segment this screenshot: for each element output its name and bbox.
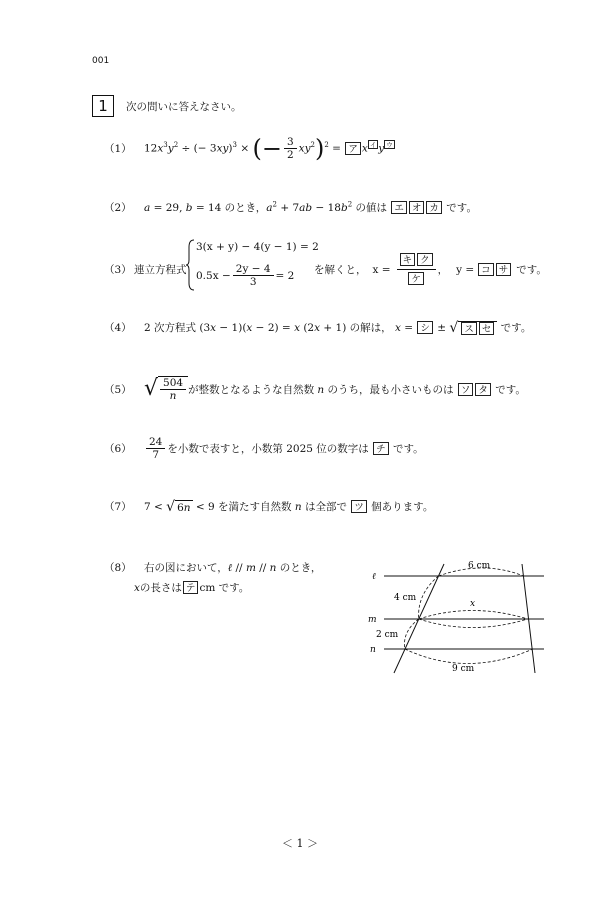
answer-box-su: ス bbox=[461, 322, 477, 335]
q3-brace bbox=[186, 239, 196, 291]
question-4 bbox=[104, 320, 531, 336]
label-l: ℓ bbox=[372, 572, 376, 582]
answer-box-i: イ bbox=[369, 140, 377, 149]
q8-line-2: x の長さは テ cm です。 bbox=[134, 581, 250, 594]
answer-box-a: ア bbox=[345, 142, 361, 155]
answer-box-o: オ bbox=[409, 201, 425, 214]
answer-box-te: テ bbox=[183, 581, 199, 594]
label-m: m bbox=[368, 615, 377, 625]
label-4cm: 4 cm bbox=[394, 593, 417, 603]
question-8 bbox=[104, 560, 321, 575]
arc-x bbox=[419, 611, 528, 620]
parallel-lines-figure bbox=[362, 556, 552, 682]
q3-label: 連立方程式 bbox=[134, 264, 187, 276]
answer-box-ka: カ bbox=[426, 201, 442, 214]
q1-number: （1） bbox=[104, 143, 132, 155]
problem-header bbox=[92, 95, 242, 117]
instruction: 次の問いに答えなさい。 bbox=[126, 100, 242, 113]
arc-9cm bbox=[405, 649, 533, 664]
q6-fraction: $\frac{24}{7}$ bbox=[146, 436, 165, 461]
q6-text: を小数で表すと，小数第 2025 位の数字は チ です。 bbox=[167, 443, 424, 455]
question-6 bbox=[104, 436, 424, 461]
label-x: x bbox=[470, 599, 476, 609]
q1-expression: $12x^3y^2$ ÷ (− 3xy)$^3$ × (− $\frac{3}{2}$ $xy^2)^2$ = ア x イ y ウ bbox=[144, 134, 393, 163]
q7-number: （7） bbox=[104, 501, 132, 514]
answer-box-u: ウ bbox=[386, 140, 393, 149]
arc-x-lower bbox=[419, 619, 528, 628]
problem-number: 1 bbox=[92, 95, 114, 117]
q3-equation-2: 0.5x − $\frac{2y - 4}{3}$ = 2 bbox=[196, 263, 295, 288]
q3-equation-1: 3(x + y) − 4(y − 1) = 2 bbox=[196, 241, 319, 253]
answer-box-tsu: ツ bbox=[351, 500, 367, 513]
answer-box-sa: サ bbox=[496, 263, 512, 276]
q6-number: （6） bbox=[104, 443, 132, 455]
answer-box-chi: チ bbox=[373, 442, 389, 455]
page-number: ＜ 1 ＞ bbox=[282, 837, 318, 850]
q2-number: （2） bbox=[104, 202, 132, 214]
label-2cm: 2 cm bbox=[376, 630, 399, 640]
question-7 bbox=[104, 499, 433, 515]
q3-answer: を解くと， x = $\frac{\text{キ ク}}{\text{ケ}}$ ， y = コ サ です。 bbox=[314, 251, 547, 288]
label-9cm: 9 cm bbox=[452, 664, 475, 674]
q5-text: が整数となるような自然数 n のうち，最も小さいものは ソ タ です。 bbox=[188, 383, 526, 396]
q7-text: 7 < √ 6n < 9 を満たす自然数 n は全部で ツ 個あります。 bbox=[144, 498, 434, 515]
answer-box-ke: ケ bbox=[408, 272, 424, 285]
answer-box-so: ソ bbox=[458, 383, 474, 396]
q8-line-1: 右の図において，ℓ // m // n のとき， bbox=[144, 562, 322, 574]
q4-number: （4） bbox=[104, 322, 132, 335]
label-n: n bbox=[370, 645, 376, 655]
q4-text: 2 次方程式 (3x − 1)(x − 2) = x (2x + 1) の解は， x = シ ± √ ス セ です。 bbox=[144, 319, 532, 336]
q2-text: a = 29, b = 14 のとき，$a^2 + 7ab - 18b^2$ の値は エ オ カ です。 bbox=[144, 200, 477, 214]
answer-box-ku: ク bbox=[417, 253, 433, 266]
answer-box-ko: コ bbox=[478, 263, 494, 276]
label-6cm: 6 cm bbox=[468, 561, 491, 571]
question-2 bbox=[104, 200, 477, 215]
answer-box-e: エ bbox=[391, 201, 407, 214]
question-5 bbox=[104, 376, 526, 402]
question-1 bbox=[104, 136, 395, 161]
page-id: 001 bbox=[92, 56, 110, 66]
answer-box-shi: シ bbox=[417, 321, 433, 334]
answer-box-se: セ bbox=[479, 322, 495, 335]
q5-number: （5） bbox=[104, 383, 132, 396]
answer-box-ta: タ bbox=[475, 383, 491, 396]
q3-number: （3） bbox=[104, 264, 132, 276]
q8-number: （8） bbox=[104, 562, 132, 574]
q5-radical: √ $\frac{504}{n}$ bbox=[144, 376, 188, 402]
answer-box-ki: キ bbox=[400, 253, 416, 266]
